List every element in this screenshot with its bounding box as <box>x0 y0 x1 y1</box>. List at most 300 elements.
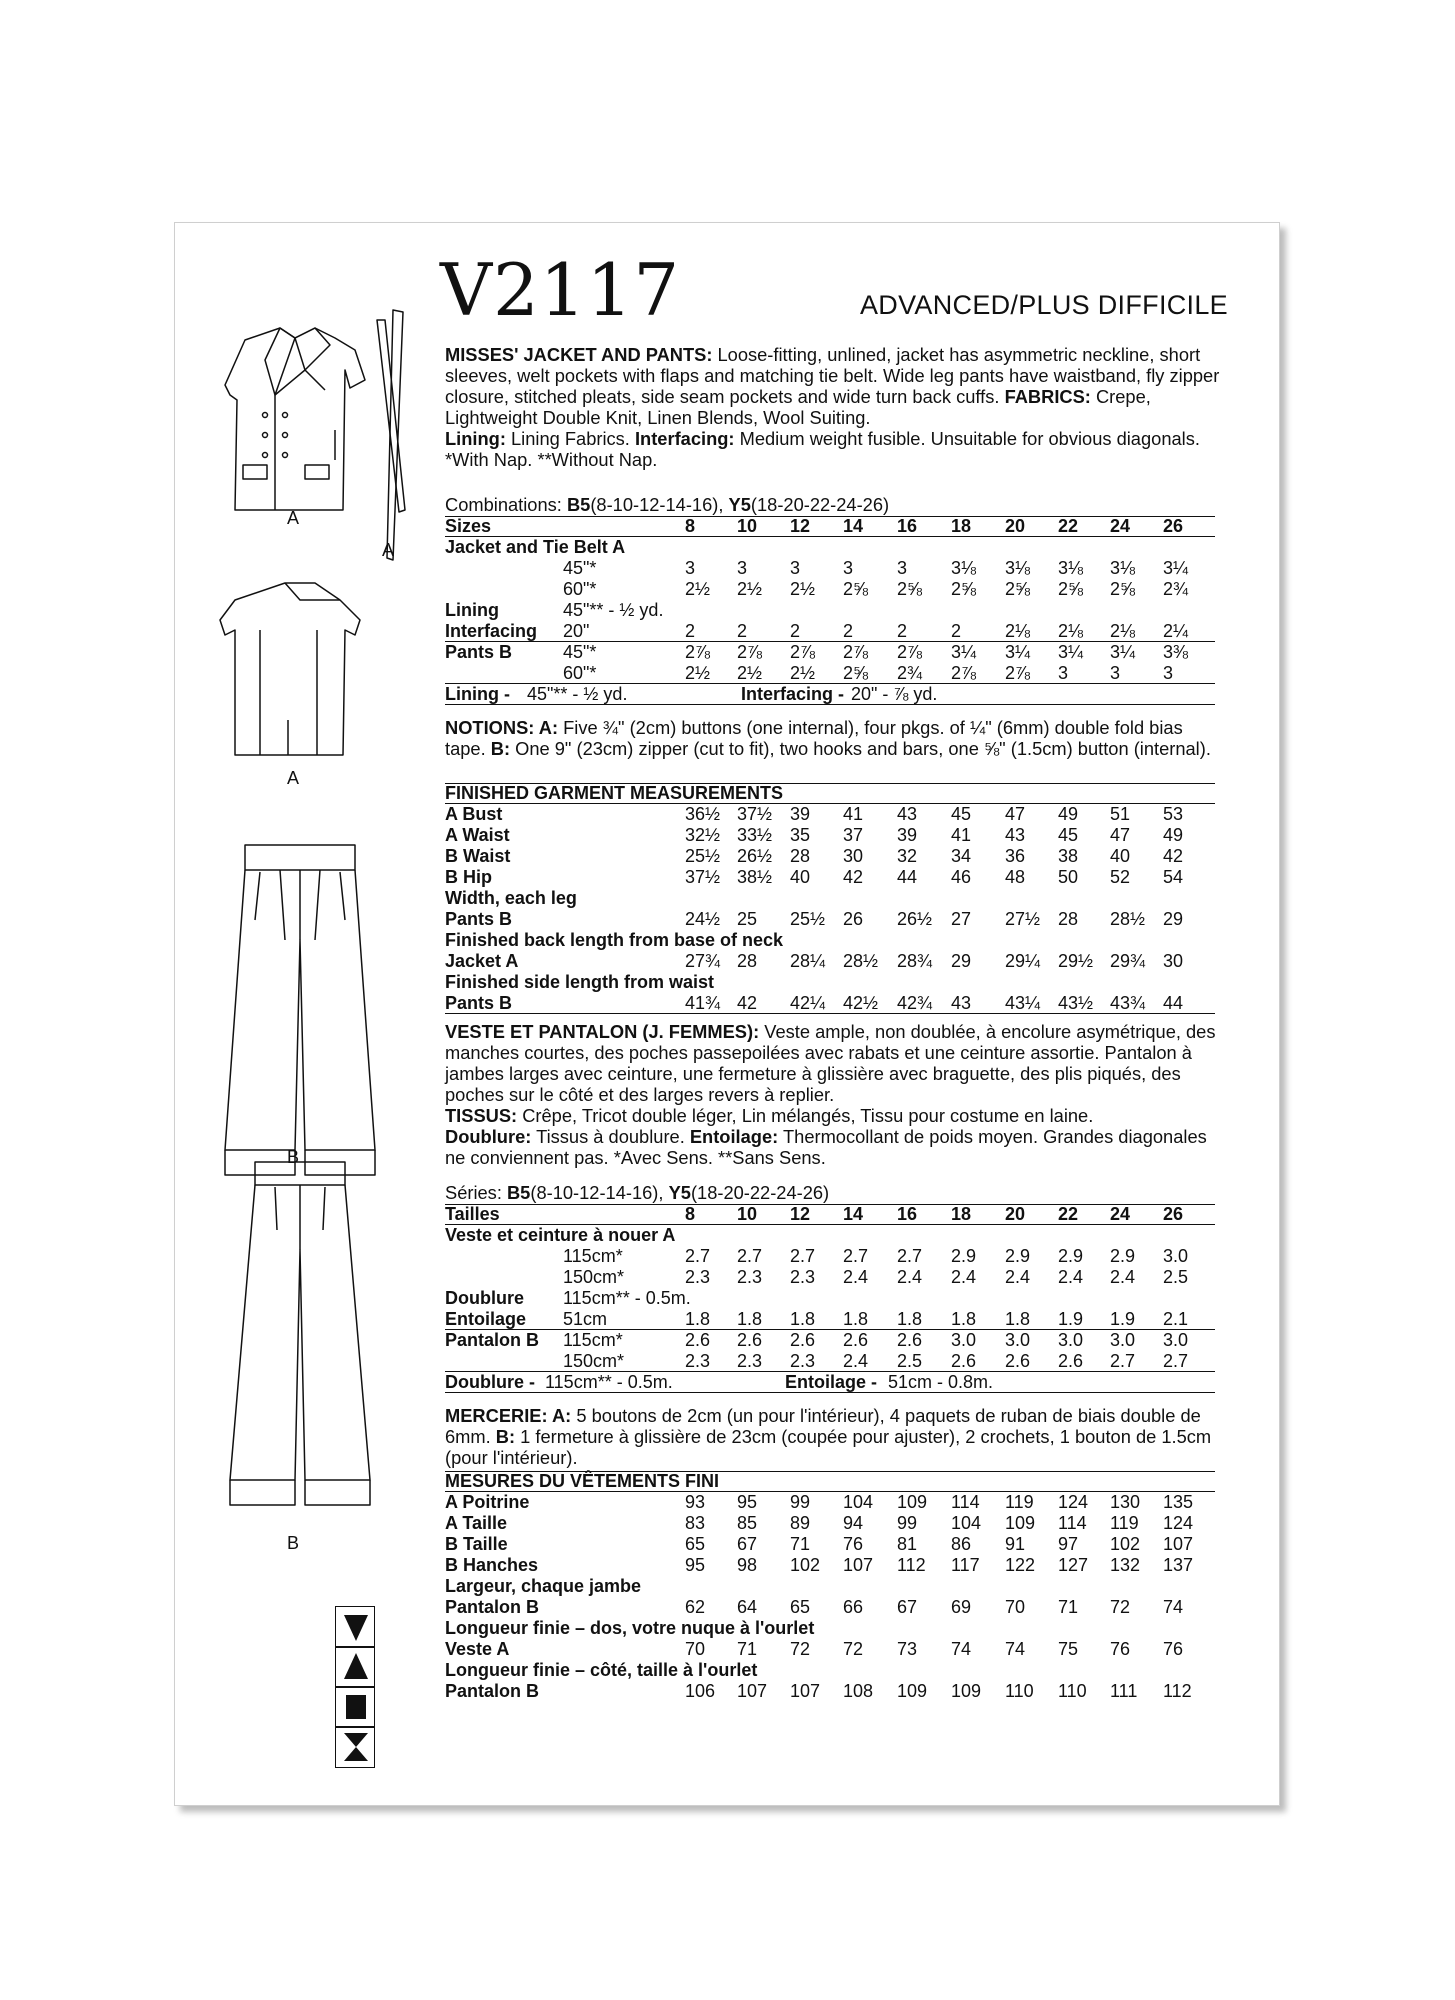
cell-value: 2.5 <box>897 1351 923 1371</box>
cell-value: 47 <box>1110 825 1131 845</box>
pantalon-doublure-row <box>445 1372 1215 1393</box>
cell-value: 97 <box>1058 1534 1079 1554</box>
cell-value: 2⅝ <box>843 579 869 599</box>
cell-value: 18 <box>951 1204 972 1224</box>
cell-value: 3¼ <box>1005 642 1031 662</box>
cell-value: 2.7 <box>685 1246 711 1266</box>
cell-value: 2½ <box>685 663 711 683</box>
cell-value: 2 <box>897 621 908 641</box>
cell-value: 2¼ <box>1163 621 1189 641</box>
fabric-width: 150cm* <box>563 1267 625 1287</box>
cell-value: 2.7 <box>1163 1351 1189 1371</box>
cell-value: 24½ <box>685 909 721 929</box>
cell-value: 53 <box>1163 804 1184 824</box>
cell-value: 112 <box>897 1555 926 1575</box>
table-rule <box>445 704 1215 705</box>
cell-value: 2.7 <box>790 1246 816 1266</box>
fabric-width: 20" <box>563 621 590 641</box>
doublure-row <box>445 1288 1215 1309</box>
cell-value: 2⅛ <box>1110 621 1136 641</box>
cell-value: 28 <box>790 846 811 866</box>
row-text: 115cm** - 0.5m. <box>563 1288 691 1308</box>
cell-value: 3 <box>1058 663 1069 683</box>
cell-value: 39 <box>790 804 811 824</box>
fabric-width: 115cm* <box>563 1330 623 1350</box>
a-taille-row <box>445 1513 1215 1534</box>
cell-value: 119 <box>1005 1492 1034 1512</box>
cell-value: 2½ <box>790 663 816 683</box>
cell-value: 30 <box>1163 951 1184 971</box>
cell-value: 2½ <box>790 579 816 599</box>
entoilage-text: 51cm - 0.8m. <box>888 1372 994 1392</box>
cell-value: 12 <box>790 1204 811 1224</box>
cell-value: 2⅞ <box>790 642 816 662</box>
row-label: Longueur finie – dos, votre nuque à l'ourlet <box>445 1618 815 1638</box>
cell-value: 91 <box>1005 1534 1026 1554</box>
cell-value: 3¼ <box>951 642 977 662</box>
cell-value: 44 <box>897 867 918 887</box>
cell-value: 127 <box>1058 1555 1089 1575</box>
row-label: FINISHED GARMENT MEASUREMENTS <box>445 783 784 803</box>
cell-value: 1.8 <box>685 1309 711 1329</box>
cell-value: 37½ <box>737 804 773 824</box>
cell-value: 2.3 <box>737 1351 763 1371</box>
pants-back-drawing <box>230 1162 370 1505</box>
cell-value: 2.7 <box>843 1246 869 1266</box>
cell-value: 29 <box>951 951 972 971</box>
cell-value: 89 <box>790 1513 811 1533</box>
cell-value: 3⅛ <box>1005 558 1031 578</box>
pants-lining-row <box>445 684 1215 705</box>
cell-value: 28¼ <box>790 951 826 971</box>
mesures-title-row <box>445 1471 1215 1492</box>
cell-value: 2⅞ <box>897 642 923 662</box>
back-jacket-row <box>445 951 1215 972</box>
cell-value: 2.4 <box>897 1267 923 1287</box>
cell-value: 18 <box>951 516 972 536</box>
cell-value: 110 <box>1058 1681 1087 1701</box>
cell-value: 83 <box>685 1513 706 1533</box>
entoilage-lead: Entoilage - <box>785 1372 878 1392</box>
interfacing-text: Medium weight fusible. Unsuitable for obvious diagonals. *With Nap. **Without Nap. <box>445 428 1200 470</box>
cell-value: 76 <box>843 1534 864 1554</box>
cell-value: 1.8 <box>843 1309 869 1329</box>
row-label: Finished side length from waist <box>445 972 715 992</box>
cell-value: 43 <box>1005 825 1026 845</box>
combinations-line: Combinations: B5(8-10-12-14-16), Y5(18-20-22-24-26) <box>445 494 890 515</box>
cell-value: 2⅝ <box>843 663 869 683</box>
cell-value: 42¼ <box>790 993 826 1013</box>
pants-60-row <box>445 663 1215 684</box>
cell-value: 42 <box>737 993 758 1013</box>
cell-value: 2.6 <box>790 1330 816 1350</box>
cell-value: 2⅝ <box>951 579 977 599</box>
cell-value: 48 <box>1005 867 1026 887</box>
cell-value: 2⅛ <box>1005 621 1031 641</box>
row-label: Pantalon B <box>445 1330 540 1350</box>
cell-value: 28 <box>737 951 758 971</box>
row-label: Sizes <box>445 516 492 536</box>
cell-value: 2½ <box>737 579 763 599</box>
cell-value: 40 <box>1110 846 1131 866</box>
cell-value: 2⅞ <box>1005 663 1031 683</box>
cell-value: 114 <box>1058 1513 1087 1533</box>
table-rule <box>445 516 1215 517</box>
notions: NOTIONS: A: Five ¾" (2cm) buttons (one internal), four pkgs. of ¼" (6mm) double fold bias tape. B: One 9" (23cm) zipper (cut to fit), two hooks and bars, one ⅝" (1.5cm) button (internal). <box>445 717 1211 759</box>
cell-value: 2.6 <box>737 1330 763 1350</box>
cell-value: 73 <box>897 1639 918 1659</box>
cell-value: 41 <box>843 804 864 824</box>
desc-text: Loose-fitting, unlined, jacket has asymmetric neckline, short sleeves, welt pockets with flaps and matching tie belt. Wide leg pants have waistband, fly zipper closure, stitched pleats, side seam pockets and wide turn back cuffs. <box>445 344 1220 407</box>
cell-value: 112 <box>1163 1681 1192 1701</box>
cell-value: 54 <box>1163 867 1184 887</box>
cell-value: 2¾ <box>897 663 923 683</box>
cell-value: 2.5 <box>1163 1267 1189 1287</box>
row-label: Tailles <box>445 1204 500 1224</box>
cell-value: 69 <box>951 1597 972 1617</box>
cell-value: 20 <box>1005 516 1026 536</box>
cell-value: 34 <box>951 846 972 866</box>
cell-value: 2⅝ <box>1110 579 1136 599</box>
cell-value: 2.3 <box>790 1267 816 1287</box>
jacket-front-drawing <box>225 328 365 510</box>
tailles-header-row <box>445 1204 1215 1225</box>
cell-value: 1.9 <box>1110 1309 1136 1329</box>
cell-value: 122 <box>1005 1555 1036 1575</box>
cell-value: 3 <box>790 558 801 578</box>
cell-value: 2.6 <box>843 1330 869 1350</box>
row-label: Doublure <box>445 1288 524 1308</box>
technical-drawings <box>205 300 445 1770</box>
fabrics-text: Crepe, Lightweight Double Knit, Linen Blends, Wool Suiting. <box>445 386 1151 428</box>
cell-value: 1.8 <box>897 1309 923 1329</box>
pattern-number: V2117 <box>440 248 681 332</box>
cell-value: 3 <box>1163 663 1174 683</box>
row-label: B Hip <box>445 867 492 887</box>
row-label: Pants B <box>445 993 513 1013</box>
triangle-up-icon <box>335 1646 375 1688</box>
row-label: Jacket and Tie Belt A <box>445 537 626 557</box>
cell-value: 3⅛ <box>1058 558 1084 578</box>
row-label: Veste A <box>445 1639 510 1659</box>
cell-value: 2.3 <box>790 1351 816 1371</box>
cell-value: 42¾ <box>897 993 933 1013</box>
cell-value: 3¼ <box>1058 642 1084 662</box>
cell-value: 119 <box>1110 1513 1139 1533</box>
cell-value: 41¾ <box>685 993 721 1013</box>
cell-value: 71 <box>1058 1597 1079 1617</box>
cell-value: 50 <box>1058 867 1079 887</box>
jacket-header-row <box>445 537 1215 558</box>
fabric-width: 60"* <box>563 579 597 599</box>
row-label: B Waist <box>445 846 511 866</box>
cell-value: 70 <box>685 1639 706 1659</box>
cell-value: 33½ <box>737 825 773 845</box>
cell-value: 47 <box>1005 804 1026 824</box>
interfacing-lead: Interfacing - <box>741 684 845 704</box>
lining-lead: Lining - <box>445 684 510 704</box>
fabric-width: 45"* <box>563 642 597 662</box>
cell-value: 42½ <box>843 993 879 1013</box>
row-label: B Taille <box>445 1534 508 1554</box>
figure-caption-jacket-back: A <box>287 768 300 788</box>
cell-value: 28½ <box>1110 909 1146 929</box>
cell-value: 2⅛ <box>1058 621 1084 641</box>
cell-value: 49 <box>1163 825 1184 845</box>
cell-value: 32½ <box>685 825 721 845</box>
row-label: Finished back length from base of neck <box>445 930 784 950</box>
row-label: Pantalon B <box>445 1597 540 1617</box>
cell-value: 132 <box>1110 1555 1141 1575</box>
english-yardage-table <box>445 516 1215 705</box>
cell-value: 46 <box>951 867 972 887</box>
cell-value: 107 <box>790 1681 821 1701</box>
b-taille-row <box>445 1534 1215 1555</box>
french-yardage-table <box>445 1204 1215 1393</box>
poitrine-row <box>445 1492 1215 1513</box>
cell-value: 40 <box>790 867 811 887</box>
cell-value: 2.6 <box>1005 1351 1031 1371</box>
cell-value: 3 <box>843 558 854 578</box>
fabric-width: 115cm* <box>563 1246 623 1266</box>
cell-value: 64 <box>737 1597 758 1617</box>
cell-value: 3¼ <box>1110 642 1136 662</box>
table-rule <box>445 1471 1215 1472</box>
sizes-header-row <box>445 516 1215 537</box>
row-label: Pants B <box>445 642 513 662</box>
cell-value: 28½ <box>843 951 879 971</box>
cell-value: 107 <box>843 1555 874 1575</box>
cell-value: 86 <box>951 1534 972 1554</box>
tie-belt-drawing <box>377 310 405 560</box>
row-label: Pants B <box>445 909 513 929</box>
width-title-row <box>445 888 1215 909</box>
cell-value: 43½ <box>1058 993 1094 1013</box>
cell-value: 81 <box>897 1534 918 1554</box>
row-label: A Taille <box>445 1513 508 1533</box>
cell-value: 110 <box>1005 1681 1034 1701</box>
cell-value: 27¾ <box>685 951 721 971</box>
cell-value: 52 <box>1110 867 1131 887</box>
cell-value: 3.0 <box>1005 1330 1031 1350</box>
cell-value: 29½ <box>1058 951 1094 971</box>
finished-measurements-table <box>445 783 1215 1014</box>
cell-value: 20 <box>1005 1204 1026 1224</box>
cell-value: 43¼ <box>1005 993 1041 1013</box>
back-title-row <box>445 930 1215 951</box>
row-label: Interfacing <box>445 621 538 641</box>
entoilage-row <box>445 1309 1215 1330</box>
cell-value: 2 <box>790 621 801 641</box>
jacket-back-drawing <box>220 583 360 755</box>
table-rule <box>445 1204 1215 1205</box>
cell-value: 71 <box>790 1534 811 1554</box>
row-label: MESURES DU VÊTEMENTS FINI <box>445 1471 720 1491</box>
cell-value: 26½ <box>897 909 933 929</box>
longcote-pantalon-row <box>445 1681 1215 1702</box>
cell-value: 3 <box>897 558 908 578</box>
cell-value: 45 <box>1058 825 1079 845</box>
cell-value: 2.1 <box>1163 1309 1189 1329</box>
cell-value: 2.6 <box>685 1330 711 1350</box>
fabric-width: 150cm* <box>563 1351 625 1371</box>
row-text: 45"** - ½ yd. <box>563 600 664 620</box>
b-waist-row <box>445 846 1215 867</box>
cell-value: 66 <box>843 1597 864 1617</box>
row-label: Longueur finie – côté, taille à l'ourlet <box>445 1660 758 1680</box>
longcote-title-row <box>445 1660 1215 1681</box>
cell-value: 94 <box>843 1513 864 1533</box>
row-label: A Waist <box>445 825 510 845</box>
cell-value: 76 <box>1163 1639 1184 1659</box>
row-label: Jacket A <box>445 951 519 971</box>
square-icon <box>335 1686 375 1728</box>
fabric-width: 45"* <box>563 558 597 578</box>
cell-value: 72 <box>843 1639 864 1659</box>
cell-value: 74 <box>1163 1597 1184 1617</box>
cell-value: 49 <box>1058 804 1079 824</box>
cell-value: 2 <box>951 621 962 641</box>
cell-value: 14 <box>843 516 864 536</box>
cell-value: 2.3 <box>685 1267 711 1287</box>
cell-value: 76 <box>1110 1639 1131 1659</box>
cell-value: 38½ <box>737 867 773 887</box>
cell-value: 1.8 <box>737 1309 763 1329</box>
cell-value: 28 <box>1058 909 1079 929</box>
cell-value: 16 <box>897 1204 918 1224</box>
doublure-lead: Doublure - <box>445 1372 535 1392</box>
cell-value: 3.0 <box>1163 1246 1189 1266</box>
cell-value: 2.7 <box>897 1246 923 1266</box>
cell-value: 32 <box>897 846 918 866</box>
cell-value: 42 <box>1163 846 1184 866</box>
cell-value: 38 <box>1058 846 1079 866</box>
cell-value: 65 <box>790 1597 811 1617</box>
row-label: Veste et ceinture à nouer A <box>445 1225 676 1245</box>
row-label: Entoilage <box>445 1309 527 1329</box>
cell-value: 24 <box>1110 1204 1131 1224</box>
cell-value: 102 <box>790 1555 821 1575</box>
width-pants-row <box>445 909 1215 930</box>
cell-value: 2⅞ <box>843 642 869 662</box>
cell-value: 3¼ <box>1163 558 1189 578</box>
cell-value: 3 <box>1110 663 1121 683</box>
cell-value: 130 <box>1110 1492 1141 1512</box>
cell-value: 3.0 <box>951 1330 977 1350</box>
cell-value: 2⅝ <box>897 579 923 599</box>
hourglass-icon <box>335 1726 375 1768</box>
cell-value: 10 <box>737 516 758 536</box>
cell-value: 2.3 <box>737 1267 763 1287</box>
cell-value: 2.4 <box>1110 1267 1136 1287</box>
cell-value: 2⅝ <box>1058 579 1084 599</box>
cell-value: 67 <box>737 1534 758 1554</box>
cell-value: 71 <box>737 1639 758 1659</box>
cell-value: 114 <box>951 1492 980 1512</box>
cell-value: 85 <box>737 1513 758 1533</box>
cell-value: 2½ <box>685 579 711 599</box>
cell-value: 137 <box>1163 1555 1194 1575</box>
jacket-45-row <box>445 558 1215 579</box>
desc-lead: MISSES' JACKET AND PANTS: <box>445 344 713 365</box>
cell-value: 43 <box>897 804 918 824</box>
pants-front-drawing <box>225 845 375 1175</box>
figure-caption-jacket-front: A <box>287 508 300 528</box>
veste-150-row <box>445 1267 1215 1288</box>
cell-value: 67 <box>897 1597 918 1617</box>
cell-value: 135 <box>1163 1492 1194 1512</box>
cell-value: 29¼ <box>1005 951 1041 971</box>
fabrics-lead: FABRICS: <box>1004 386 1091 407</box>
cell-value: 2.4 <box>843 1267 869 1287</box>
cell-value: 22 <box>1058 1204 1079 1224</box>
cell-value: 106 <box>685 1681 716 1701</box>
cell-value: 93 <box>685 1492 706 1512</box>
cell-value: 72 <box>1110 1597 1131 1617</box>
finished-title-row <box>445 783 1215 804</box>
table-rule <box>445 1013 1215 1014</box>
cell-value: 3⅛ <box>1110 558 1136 578</box>
cell-value: 2.6 <box>897 1330 923 1350</box>
cell-value: 2.3 <box>685 1351 711 1371</box>
cell-value: 111 <box>1110 1681 1138 1701</box>
cell-value: 62 <box>685 1597 706 1617</box>
cell-value: 2.6 <box>951 1351 977 1371</box>
cell-value: 99 <box>790 1492 811 1512</box>
cell-value: 41 <box>951 825 972 845</box>
cell-value: 25 <box>737 909 758 929</box>
cell-value: 124 <box>1058 1492 1089 1512</box>
cell-value: 74 <box>1005 1639 1026 1659</box>
cell-value: 2⅞ <box>685 642 711 662</box>
table-rule <box>445 1392 1215 1393</box>
b-hip-row <box>445 867 1215 888</box>
cell-value: 27 <box>951 909 972 929</box>
cell-value: 1.9 <box>1058 1309 1084 1329</box>
side-title-row <box>445 972 1215 993</box>
cell-value: 36 <box>1005 846 1026 866</box>
cell-value: 12 <box>790 516 811 536</box>
row-label: Lining <box>445 600 499 620</box>
cell-value: 35 <box>790 825 811 845</box>
figure-caption-tie-belt: A <box>382 540 395 560</box>
row-label: Pantalon B <box>445 1681 540 1701</box>
longdos-veste-row <box>445 1639 1215 1660</box>
cell-value: 3⅜ <box>1163 642 1189 662</box>
row-label: B Hanches <box>445 1555 539 1575</box>
cell-value: 2.4 <box>1058 1267 1084 1287</box>
cell-value: 99 <box>897 1513 918 1533</box>
cell-value: 107 <box>1163 1534 1194 1554</box>
cell-value: 8 <box>685 1204 696 1224</box>
cell-value: 39 <box>897 825 918 845</box>
cell-value: 25½ <box>790 909 826 929</box>
cell-value: 2.6 <box>1058 1351 1084 1371</box>
cell-value: 2.9 <box>1058 1246 1084 1266</box>
cell-value: 3 <box>737 558 748 578</box>
cell-value: 3 <box>685 558 696 578</box>
cell-value: 43 <box>951 993 972 1013</box>
cell-value: 124 <box>1163 1513 1194 1533</box>
cell-value: 109 <box>897 1681 928 1701</box>
cell-value: 65 <box>685 1534 706 1554</box>
longdos-title-row <box>445 1618 1215 1639</box>
interfacing-text: 20" - ⅞ yd. <box>851 684 938 704</box>
cell-value: 26½ <box>737 846 773 866</box>
row-label: Width, each leg <box>445 888 577 908</box>
cell-value: 37½ <box>685 867 721 887</box>
cell-value: 2.7 <box>1110 1351 1136 1371</box>
